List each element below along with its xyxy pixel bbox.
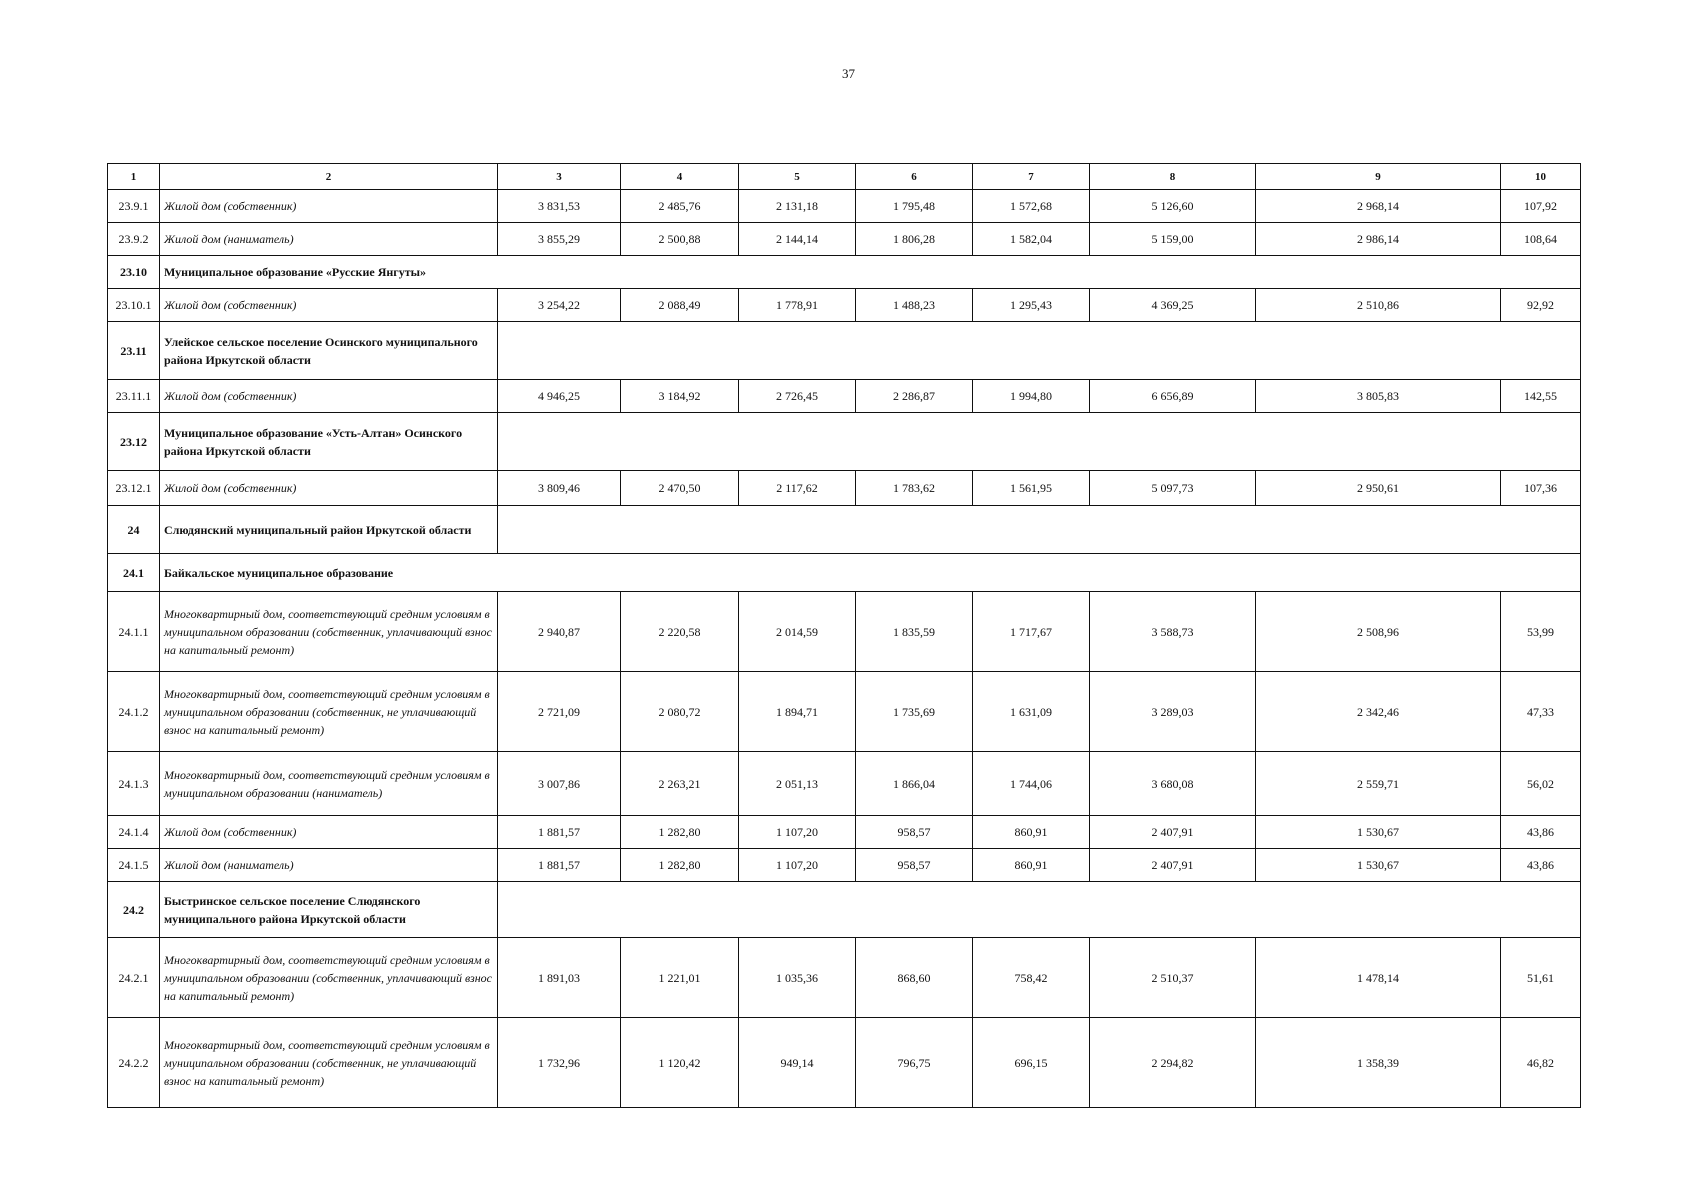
section-title: Улейское сельское поселение Осинского муниципального района Иркутской области [160,322,498,380]
value-cell: 1 631,09 [973,672,1090,752]
value-cell: 3 007,86 [498,752,621,816]
value-cell: 2 721,09 [498,672,621,752]
section-code: 23.11 [108,322,160,380]
value-cell: 107,92 [1501,190,1581,223]
value-cell: 1 806,28 [856,223,973,256]
empty-cell [498,506,1581,554]
row-code: 24.1.3 [108,752,160,816]
value-cell: 108,64 [1501,223,1581,256]
section-code: 24.2 [108,882,160,938]
value-cell: 1 744,06 [973,752,1090,816]
table-row [108,1018,1581,1108]
table-row [108,289,1581,322]
value-cell: 2 485,76 [621,190,739,223]
row-code: 24.1.5 [108,849,160,882]
value-cell: 1 035,36 [739,938,856,1018]
value-cell: 696,15 [973,1018,1090,1108]
column-header: 5 [739,164,856,190]
value-cell: 1 107,20 [739,816,856,849]
table-row [108,752,1581,816]
value-cell: 2 510,86 [1256,289,1501,322]
row-name: Жилой дом (собственник) [160,380,498,413]
value-cell: 5 097,73 [1090,471,1256,506]
value-cell: 958,57 [856,849,973,882]
value-cell: 2 220,58 [621,592,739,672]
column-header: 3 [498,164,621,190]
row-name: Жилой дом (собственник) [160,190,498,223]
value-cell: 958,57 [856,816,973,849]
value-cell: 2 342,46 [1256,672,1501,752]
row-code: 24.1.2 [108,672,160,752]
row-name: Жилой дом (собственник) [160,471,498,506]
value-cell: 758,42 [973,938,1090,1018]
value-cell: 1 835,59 [856,592,973,672]
table-row [108,380,1581,413]
row-name: Жилой дом (собственник) [160,289,498,322]
value-cell: 860,91 [973,849,1090,882]
value-cell: 2 500,88 [621,223,739,256]
value-cell: 1 295,43 [973,289,1090,322]
page-number: 37 [842,66,855,81]
value-cell: 1 717,67 [973,592,1090,672]
row-name: Многоквартирный дом, соответствующий средним условиям в муниципальном образовании (собственник, уплачивающий взнос на капитальный ремонт) [160,938,498,1018]
value-cell: 1 778,91 [739,289,856,322]
column-header: 7 [973,164,1090,190]
value-cell: 2 968,14 [1256,190,1501,223]
row-code: 23.10.1 [108,289,160,322]
value-cell: 1 478,14 [1256,938,1501,1018]
row-code: 23.9.1 [108,190,160,223]
value-cell: 53,99 [1501,592,1581,672]
value-cell: 142,55 [1501,380,1581,413]
value-cell: 1 881,57 [498,849,621,882]
section-row [108,506,1581,554]
value-cell: 1 120,42 [621,1018,739,1108]
row-name: Жилой дом (собственник) [160,816,498,849]
value-cell: 47,33 [1501,672,1581,752]
row-name: Жилой дом (наниматель) [160,849,498,882]
section-code: 23.12 [108,413,160,471]
section-row [108,256,1581,289]
column-header: 8 [1090,164,1256,190]
row-code: 24.1.4 [108,816,160,849]
value-cell: 92,92 [1501,289,1581,322]
row-code: 23.12.1 [108,471,160,506]
value-cell: 4 946,25 [498,380,621,413]
table-row [108,938,1581,1018]
value-cell: 43,86 [1501,816,1581,849]
empty-cell [498,413,1581,471]
value-cell: 2 986,14 [1256,223,1501,256]
column-header: 6 [856,164,973,190]
value-cell: 2 510,37 [1090,938,1256,1018]
value-cell: 3 184,92 [621,380,739,413]
value-cell: 2 144,14 [739,223,856,256]
value-cell: 46,82 [1501,1018,1581,1108]
table-row [108,190,1581,223]
value-cell: 1 530,67 [1256,849,1501,882]
value-cell: 1 795,48 [856,190,973,223]
row-name: Многоквартирный дом, соответствующий средним условиям в муниципальном образовании (наниматель) [160,752,498,816]
section-row [108,322,1581,380]
value-cell: 1 530,67 [1256,816,1501,849]
section-code: 24.1 [108,554,160,592]
value-cell: 3 254,22 [498,289,621,322]
section-row [108,554,1581,592]
value-cell: 2 470,50 [621,471,739,506]
value-cell: 796,75 [856,1018,973,1108]
section-title: Байкальское муниципальное образование [160,554,1581,592]
value-cell: 1 572,68 [973,190,1090,223]
row-name: Жилой дом (наниматель) [160,223,498,256]
value-cell: 2 559,71 [1256,752,1501,816]
value-cell: 6 656,89 [1090,380,1256,413]
empty-cell [498,322,1581,380]
value-cell: 1 735,69 [856,672,973,752]
table-header-row [108,164,1581,190]
value-cell: 51,61 [1501,938,1581,1018]
tariff-table [107,163,1581,1108]
value-cell: 2 726,45 [739,380,856,413]
value-cell: 56,02 [1501,752,1581,816]
column-header: 4 [621,164,739,190]
empty-cell [498,882,1581,938]
row-code: 23.11.1 [108,380,160,413]
column-header: 9 [1256,164,1501,190]
value-cell: 107,36 [1501,471,1581,506]
column-header: 2 [160,164,498,190]
value-cell: 2 088,49 [621,289,739,322]
section-title: Быстринское сельское поселение Слюдянского муниципального района Иркутской области [160,882,498,938]
value-cell: 5 159,00 [1090,223,1256,256]
table-row [108,223,1581,256]
value-cell: 3 809,46 [498,471,621,506]
value-cell: 2 407,91 [1090,849,1256,882]
value-cell: 1 282,80 [621,849,739,882]
value-cell: 1 894,71 [739,672,856,752]
value-cell: 860,91 [973,816,1090,849]
table-row [108,471,1581,506]
section-title: Муниципальное образование «Усть-Алтан» Осинского района Иркутской области [160,413,498,471]
value-cell: 2 080,72 [621,672,739,752]
table-row [108,816,1581,849]
value-cell: 3 289,03 [1090,672,1256,752]
value-cell: 949,14 [739,1018,856,1108]
section-row [108,413,1581,471]
value-cell: 1 582,04 [973,223,1090,256]
value-cell: 1 488,23 [856,289,973,322]
section-code: 24 [108,506,160,554]
value-cell: 3 855,29 [498,223,621,256]
row-code: 24.2.2 [108,1018,160,1108]
section-code: 23.10 [108,256,160,289]
value-cell: 2 131,18 [739,190,856,223]
row-code: 24.2.1 [108,938,160,1018]
section-title: Муниципальное образование «Русские Янгуты» [160,256,1581,289]
value-cell: 1 783,62 [856,471,973,506]
value-cell: 2 294,82 [1090,1018,1256,1108]
value-cell: 2 940,87 [498,592,621,672]
section-row [108,882,1581,938]
row-name: Многоквартирный дом, соответствующий средним условиям в муниципальном образовании (собственник, не уплачивающий взнос на капитальный ремонт) [160,672,498,752]
column-header: 1 [108,164,160,190]
value-cell: 3 805,83 [1256,380,1501,413]
row-code: 24.1.1 [108,592,160,672]
value-cell: 2 014,59 [739,592,856,672]
value-cell: 2 286,87 [856,380,973,413]
value-cell: 2 117,62 [739,471,856,506]
value-cell: 2 407,91 [1090,816,1256,849]
row-name: Многоквартирный дом, соответствующий средним условиям в муниципальном образовании (собственник, уплачивающий взнос на капитальный ремонт) [160,592,498,672]
value-cell: 1 282,80 [621,816,739,849]
value-cell: 2 263,21 [621,752,739,816]
value-cell: 868,60 [856,938,973,1018]
value-cell: 2 508,96 [1256,592,1501,672]
value-cell: 3 588,73 [1090,592,1256,672]
value-cell: 1 866,04 [856,752,973,816]
value-cell: 1 358,39 [1256,1018,1501,1108]
column-header: 10 [1501,164,1581,190]
value-cell: 1 561,95 [973,471,1090,506]
value-cell: 43,86 [1501,849,1581,882]
value-cell: 1 881,57 [498,816,621,849]
value-cell: 5 126,60 [1090,190,1256,223]
section-title: Слюдянский муниципальный район Иркутской области [160,506,498,554]
value-cell: 1 732,96 [498,1018,621,1108]
table-row [108,849,1581,882]
table-row [108,592,1581,672]
value-cell: 3 831,53 [498,190,621,223]
value-cell: 2 950,61 [1256,471,1501,506]
value-cell: 1 221,01 [621,938,739,1018]
value-cell: 2 051,13 [739,752,856,816]
value-cell: 3 680,08 [1090,752,1256,816]
value-cell: 1 891,03 [498,938,621,1018]
value-cell: 1 107,20 [739,849,856,882]
value-cell: 1 994,80 [973,380,1090,413]
row-code: 23.9.2 [108,223,160,256]
value-cell: 4 369,25 [1090,289,1256,322]
row-name: Многоквартирный дом, соответствующий средним условиям в муниципальном образовании (собственник, не уплачивающий взнос на капитальный ремонт) [160,1018,498,1108]
table-row [108,672,1581,752]
